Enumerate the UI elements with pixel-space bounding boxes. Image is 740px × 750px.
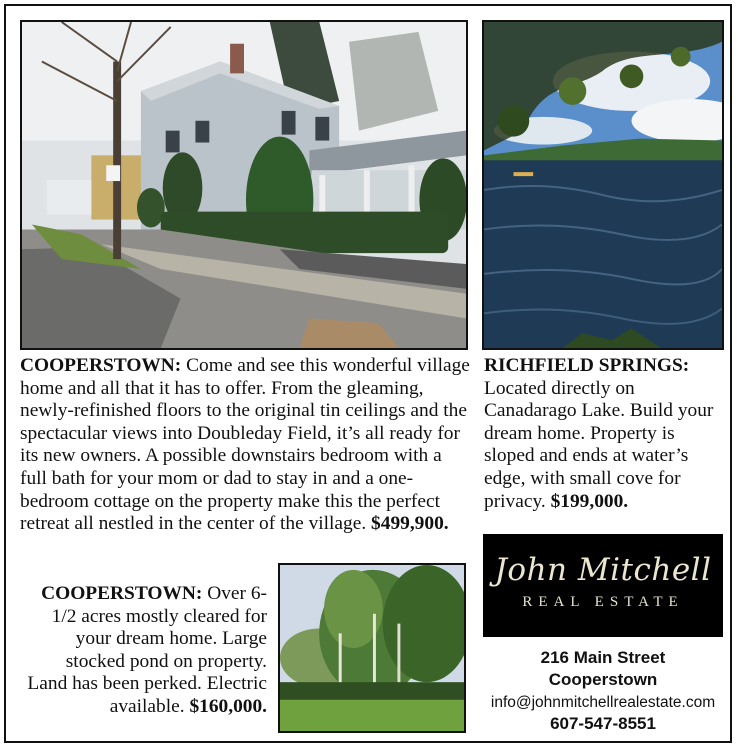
listing-description: Located directly on Canadarago Lake. Build your dream home. Property is sloped and ends at water’s edge, with small cove for privacy. <box>484 377 714 512</box>
listing-description: Over 6-1/2 acres mostly cleared for your dream home. Large stocked pond on property. Land has been perked. Electric available. <box>27 583 267 717</box>
listing-description: Come and see this wonderful village home and all that it has to offer. From the gleaming, newly-refinished floors to the original tin ceilings and the spectacular views into Doubleday Field, it’s all ready for its new owners. A possible downstairs bedroom with a full bath for your mom or dad to stay in and a one-bedroom cottage on the property make this the perfect retreat all nestled in the center of the village. <box>20 355 470 535</box>
contact-email-wrap <box>477 691 729 714</box>
listing-price: $499,900. <box>371 513 449 535</box>
logo-subtitle: REAL ESTATE <box>522 594 684 610</box>
logo-script-text: John Mitchell <box>494 552 712 588</box>
listing-price: $160,000. <box>189 695 267 717</box>
listing-price: $199,000. <box>550 490 629 512</box>
listing-cooperstown-village-home <box>20 355 470 536</box>
listing-cooperstown-land <box>22 583 267 719</box>
contact-phone[interactable]: 607-547-8551 <box>550 714 656 733</box>
listing-richfield-springs <box>484 355 726 513</box>
land-photo <box>278 563 466 733</box>
listing-town: COOPERSTOWN: <box>41 583 203 604</box>
contact-email[interactable]: info@johnmitchellrealestate.com <box>490 694 716 711</box>
listing-town: COOPERSTOWN: <box>20 355 182 376</box>
contact-city: Cooperstown <box>548 670 658 689</box>
house-photo <box>20 20 468 350</box>
john-mitchell-logo <box>483 534 723 637</box>
contact-address: 216 Main Street <box>540 648 666 667</box>
listing-town: RICHFIELD SPRINGS: <box>484 355 690 376</box>
lake-photo <box>482 20 724 350</box>
